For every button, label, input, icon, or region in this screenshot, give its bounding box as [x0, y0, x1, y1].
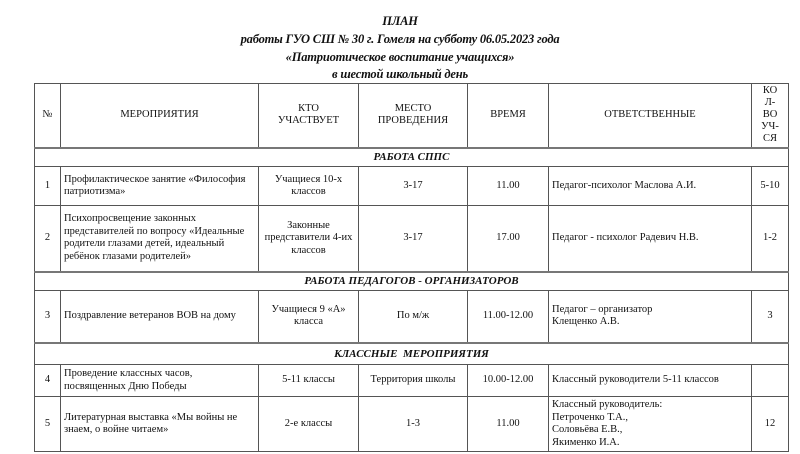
row-event: Психопросвещение законных представителей по вопросу «Идеальные родители глазами детей, идеальный ребёнок глазами родителей» [61, 206, 259, 272]
header-event: МЕРОПРИЯТИЯ [61, 84, 259, 148]
row-who: Учащиеся 10-х классов [259, 167, 359, 206]
section-header: КЛАССНЫЕ МЕРОПРИЯТИЯ [35, 343, 789, 365]
row-event: Литературная выставка «Мы войны не знаем, о войне читаем» [61, 397, 259, 452]
row-event: Профилактическое занятие «Философия патриотизма» [61, 167, 259, 206]
header-time: ВРЕМЯ [468, 84, 549, 148]
table-header-row [35, 84, 789, 148]
row-place: 1-3 [359, 397, 468, 452]
row-event: Проведение классных часов, посвященных Дню Победы [61, 365, 259, 397]
header-num: № [35, 84, 61, 148]
section-header: РАБОТА ПЕДАГОГОВ - ОРГАНИЗАТОРОВ [35, 272, 789, 291]
row-num: 4 [35, 365, 61, 397]
row-place: 3-17 [359, 167, 468, 206]
row-responsible: Классный руководители 5-11 классов [549, 365, 752, 397]
row-who: Законные представители 4-их классов [259, 206, 359, 272]
table-row [35, 206, 789, 272]
row-responsible: Педагог-психолог Маслова А.И. [549, 167, 752, 206]
table-row [35, 291, 789, 343]
row-time: 17.00 [468, 206, 549, 272]
row-time: 11.00-12.00 [468, 291, 549, 343]
row-responsible: Классный руководитель: Петроченко Т.А., Соловьёва Е.В., Якименко И.А. [549, 397, 752, 452]
row-count: 1-2 [752, 206, 789, 272]
row-responsible: Педагог – организатор Клещенко А.В. [549, 291, 752, 343]
plan-subtitle: работы ГУО СШ № 30 г. Гомеля на субботу 06.05.2023 года [240, 32, 560, 46]
row-num: 3 [35, 291, 61, 343]
plan-day: в шестой школьный день [332, 67, 468, 81]
header-count: КО Л- ВО УЧ- СЯ [752, 84, 789, 148]
row-count: 3 [752, 291, 789, 343]
plan-table [34, 83, 789, 452]
table-row [35, 397, 789, 452]
plan-theme: «Патриотическое воспитание учащихся» [285, 50, 515, 64]
row-place: По м/ж [359, 291, 468, 343]
row-who: 5-11 классы [259, 365, 359, 397]
row-time: 10.00-12.00 [468, 365, 549, 397]
row-count: 5-10 [752, 167, 789, 206]
row-num: 5 [35, 397, 61, 452]
row-who: 2-е классы [259, 397, 359, 452]
plan-title: ПЛАН [382, 14, 418, 28]
header-place: МЕСТО ПРОВЕДЕНИЯ [359, 84, 468, 148]
table-row [35, 167, 789, 206]
row-num: 2 [35, 206, 61, 272]
row-time: 11.00 [468, 397, 549, 452]
row-num: 1 [35, 167, 61, 206]
row-place: Территория школы [359, 365, 468, 397]
table-row [35, 365, 789, 397]
row-responsible: Педагог - психолог Радевич Н.В. [549, 206, 752, 272]
row-time: 11.00 [468, 167, 549, 206]
row-count: 12 [752, 397, 789, 452]
row-count [752, 365, 789, 397]
section-header: РАБОТА СППС [35, 148, 789, 167]
header-who: КТО УЧАСТВУЕТ [259, 84, 359, 148]
header-responsible: ОТВЕТСТВЕННЫЕ [549, 84, 752, 148]
row-event: Поздравление ветеранов ВОВ на дому [61, 291, 259, 343]
row-who: Учащиеся 9 «А» класса [259, 291, 359, 343]
row-place: 3-17 [359, 206, 468, 272]
